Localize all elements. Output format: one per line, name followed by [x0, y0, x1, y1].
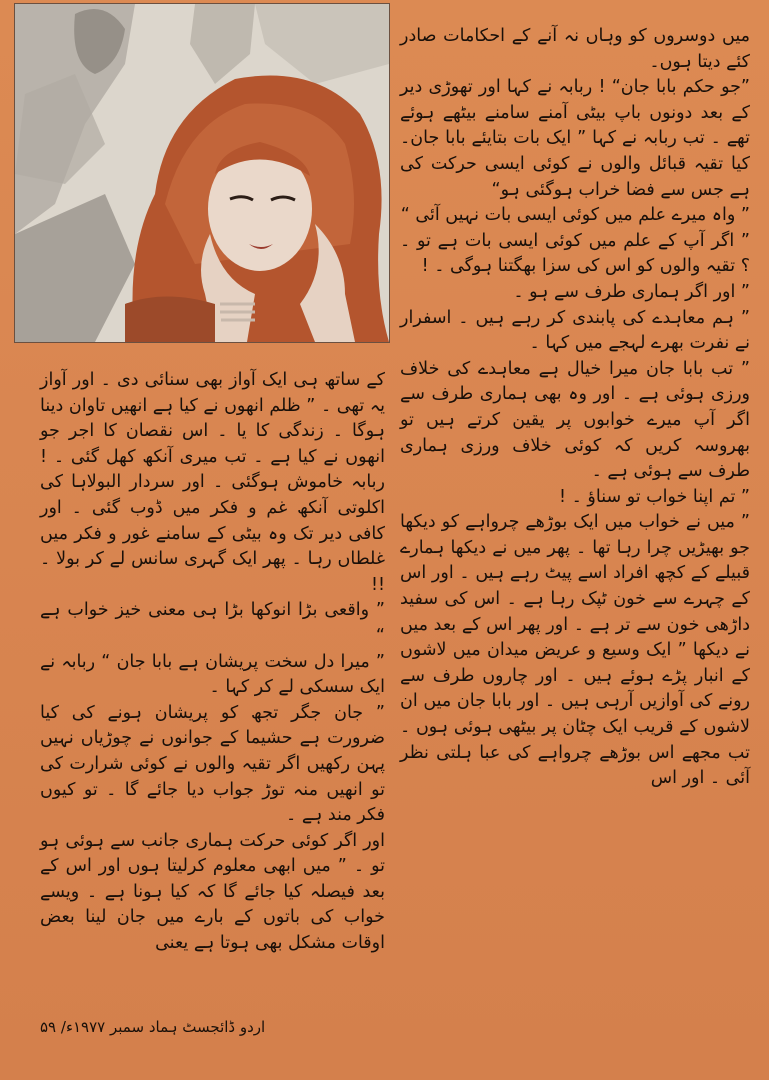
paragraph: اور اگر کوئی حرکت ہماری جانب سے ہوئی ہو تو ۔ ” میں ابھی معلوم کرلیتا ہوں اور اس کے بعد فیصلہ کیا جائے گا کہ کیا ہونا ہے ۔ ویسے خواب کی باتوں کے بارے میں جان لینا بعض اوقات مشکل بھی ہوتا ہے یعنی — [40, 830, 385, 954]
text-column-right — [400, 24, 750, 792]
paragraph: کے ساتھ ہی ایک آواز بھی سنائی دی ۔ اور آواز یہ تھی ۔ ” ظلم انھوں نے کیا ہے انھیں تاوان دینا ہوگا ۔ زندگی کا یا ۔ اس نقصان کا اجر جو انھوں نے کیا ہے ۔ تب میری آنکھ کھل گئی ۔ ! ربابہ خاموش ہوگئی ۔ اور سردار البولاہا کی اکلوتی آنکھ غم و فکر میں ڈوب گئی ۔ اور کافی دیر تک وہ بیٹی کے سامنے غور و فکر میں غلطاں رہا ۔ پھر ایک گہری سانس لے کر بولا ۔ !! — [40, 370, 385, 595]
paragraph: ” ہم معاہدے کی پابندی کر رہے ہیں ۔ اسفرار نے نفرت بھرے لہجے میں کہا ۔ — [400, 307, 750, 354]
illustration-drawing — [15, 4, 389, 342]
text-column-left — [40, 368, 385, 957]
paragraph: ” جان جگر تجھ کو پریشان ہونے کی کیا ضرورت ہے حشیما کے جوانوں نے چوڑیاں نہیں پہن رکھیں اگر تقیہ والوں نے کوئی شرارت کی تو انھیں منہ توڑ جواب دیا جائے گا ۔ تو کیوں فکر مند ہے ۔ — [40, 702, 385, 826]
page-footer: اردو ڈائجسٹ ہماد سمبر ۱۹۷۷ء/ ۵۹ — [40, 1018, 266, 1036]
paragraph: ” واقعی بڑا انوکھا بڑا ہی معنی خیز خواب ہے “ — [40, 600, 385, 646]
paragraph: ”جو حکم بابا جان“ ! ربابہ نے کہا اور تھوڑی دیر کے بعد دونوں باپ بیٹی آمنے سامنے بیٹھے ہوئے تھے ۔ تب ربابہ نے کہا ” ایک بات بتایئے بابا جان۔ کیا تقیہ قبائل والوں نے کوئی ایسی حرکت کی ہے جس سے فضا خراب ہوگئی ہو“ — [400, 77, 750, 200]
paragraph: ” اگر آپ کے علم میں کوئی ایسی بات ہے تو ۔ ؟ تقیہ والوں کو اس کی سزا بھگتنا ہوگی ۔ ! — [400, 230, 750, 277]
paragraph: ” اور اگر ہماری طرف سے ہو ۔ — [513, 281, 750, 302]
paragraph: ” میں نے خواب میں ایک بوڑھے چرواہے کو دیکھا جو بھیڑیں چرا رہا تھا ۔ پھر میں نے دیکھا ہمارے قبیلے کے کچھ افراد اسے پیٹ رہے ہیں ۔ اور اس کے چہرے سے خون ٹپک رہا ہے ۔ اس کی سفید داڑھی خون سے تر ہے ۔ اور پھر اس کے بعد میں نے دیکھا ” ایک وسیع و عریض میدان میں لاشوں کے انبار پڑے ہوئے ہیں ۔ اور چاروں طرف سے رونے کی آوازیں آرہی ہیں ۔ اور بابا جان میں ان لاشوں کے قریب ایک چٹان پر بیٹھی ہوئی ہوں ۔ تب مجھے اس بوڑھے چرواہے کی عبا ہلتی نظر آئی ۔ اور اس — [400, 512, 750, 789]
paragraph: ” تم اپنا خواب تو سناؤ ۔ ! — [559, 486, 750, 507]
paragraph: ” واہ میرے علم میں کوئی ایسی بات نہیں آئی “ — [400, 205, 750, 226]
paragraph: ” میرا دل سخت پریشان ہے بابا جان “ ربابہ نے ایک سسکی لے کر کہا ۔ — [40, 651, 385, 698]
paragraph: میں دوسروں کو وہاں نہ آنے کے احکامات صادر کئے دیتا ہوں۔ — [400, 26, 750, 72]
woman-illustration — [14, 3, 390, 343]
paragraph: ” تب بابا جان میرا خیال ہے معاہدے کی خلاف ورزی ہوئی ہے ۔ اور وہ بھی ہماری طرف سے اگر آپ میرے خوابوں پر یقین کرتے ہیں تو بھروسہ کریں کہ کوئی خلاف ورزی ہماری طرف سے ہوئی ہے ۔ — [400, 358, 750, 482]
